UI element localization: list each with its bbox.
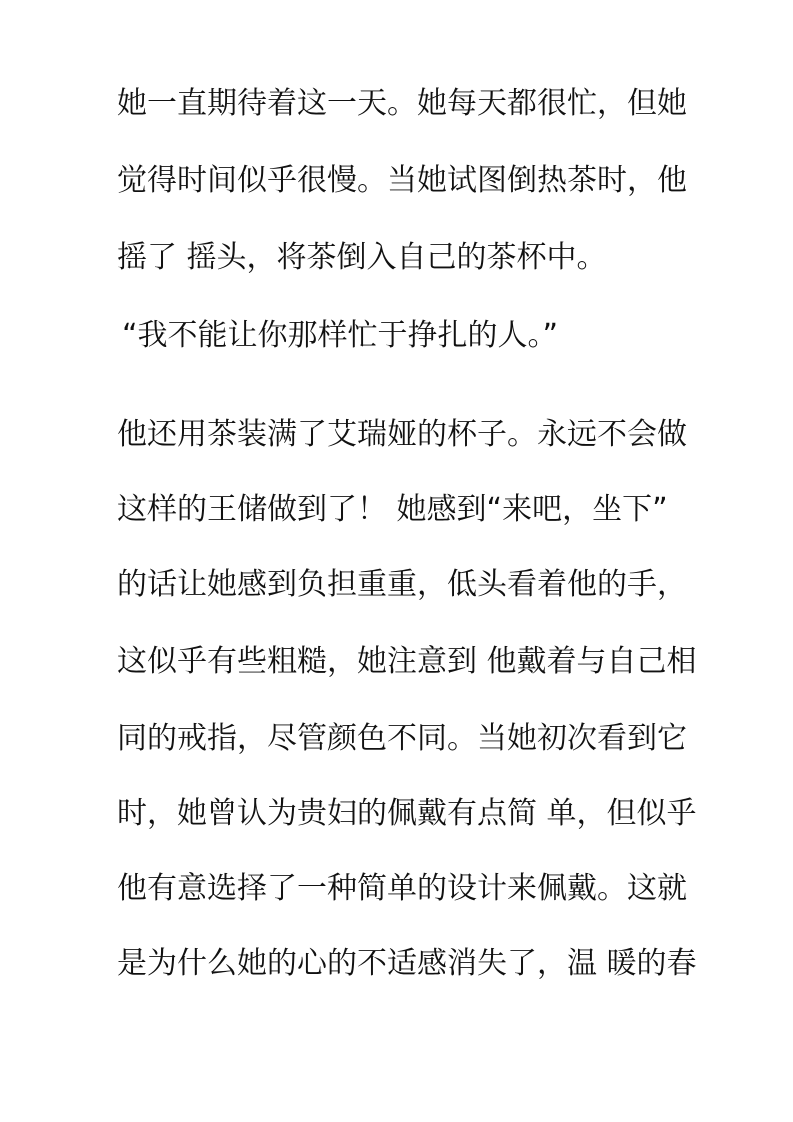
text-line: 的话让她感到负担重重，低头看着他的手， [117,567,687,602]
text-line: 他还用茶装满了艾瑞娅的杯子。永远不会做 [117,417,687,452]
text-line: 时，她曾认为贵妇的佩戴有点简 单，但似乎 [117,796,697,831]
text-line: 这样的王储做到了！ 她感到“来吧，坐下” [117,492,668,527]
text-line: 是为什么她的心的不适感消失了，温 暖的春 [117,946,697,981]
text-line: 摇了 摇头，将茶倒入自己的茶杯中。 [117,240,607,275]
text-line: 这似乎有些粗糙，她注意到 他戴着与自己相 [117,644,697,679]
text-line: 他有意选择了一种简单的设计来佩戴。这就 [117,871,687,906]
text-line: 觉得时间似乎很慢。当她试图倒热茶时，他 [117,163,687,198]
text-line: “我不能让你那样忙于挣扎的人。” [122,318,559,353]
text-line: 同的戒指，尽管颜色不同。当她初次看到它 [117,721,687,756]
text-line: 她一直期待着这一天。她每天都很忙，但她 [117,86,687,121]
